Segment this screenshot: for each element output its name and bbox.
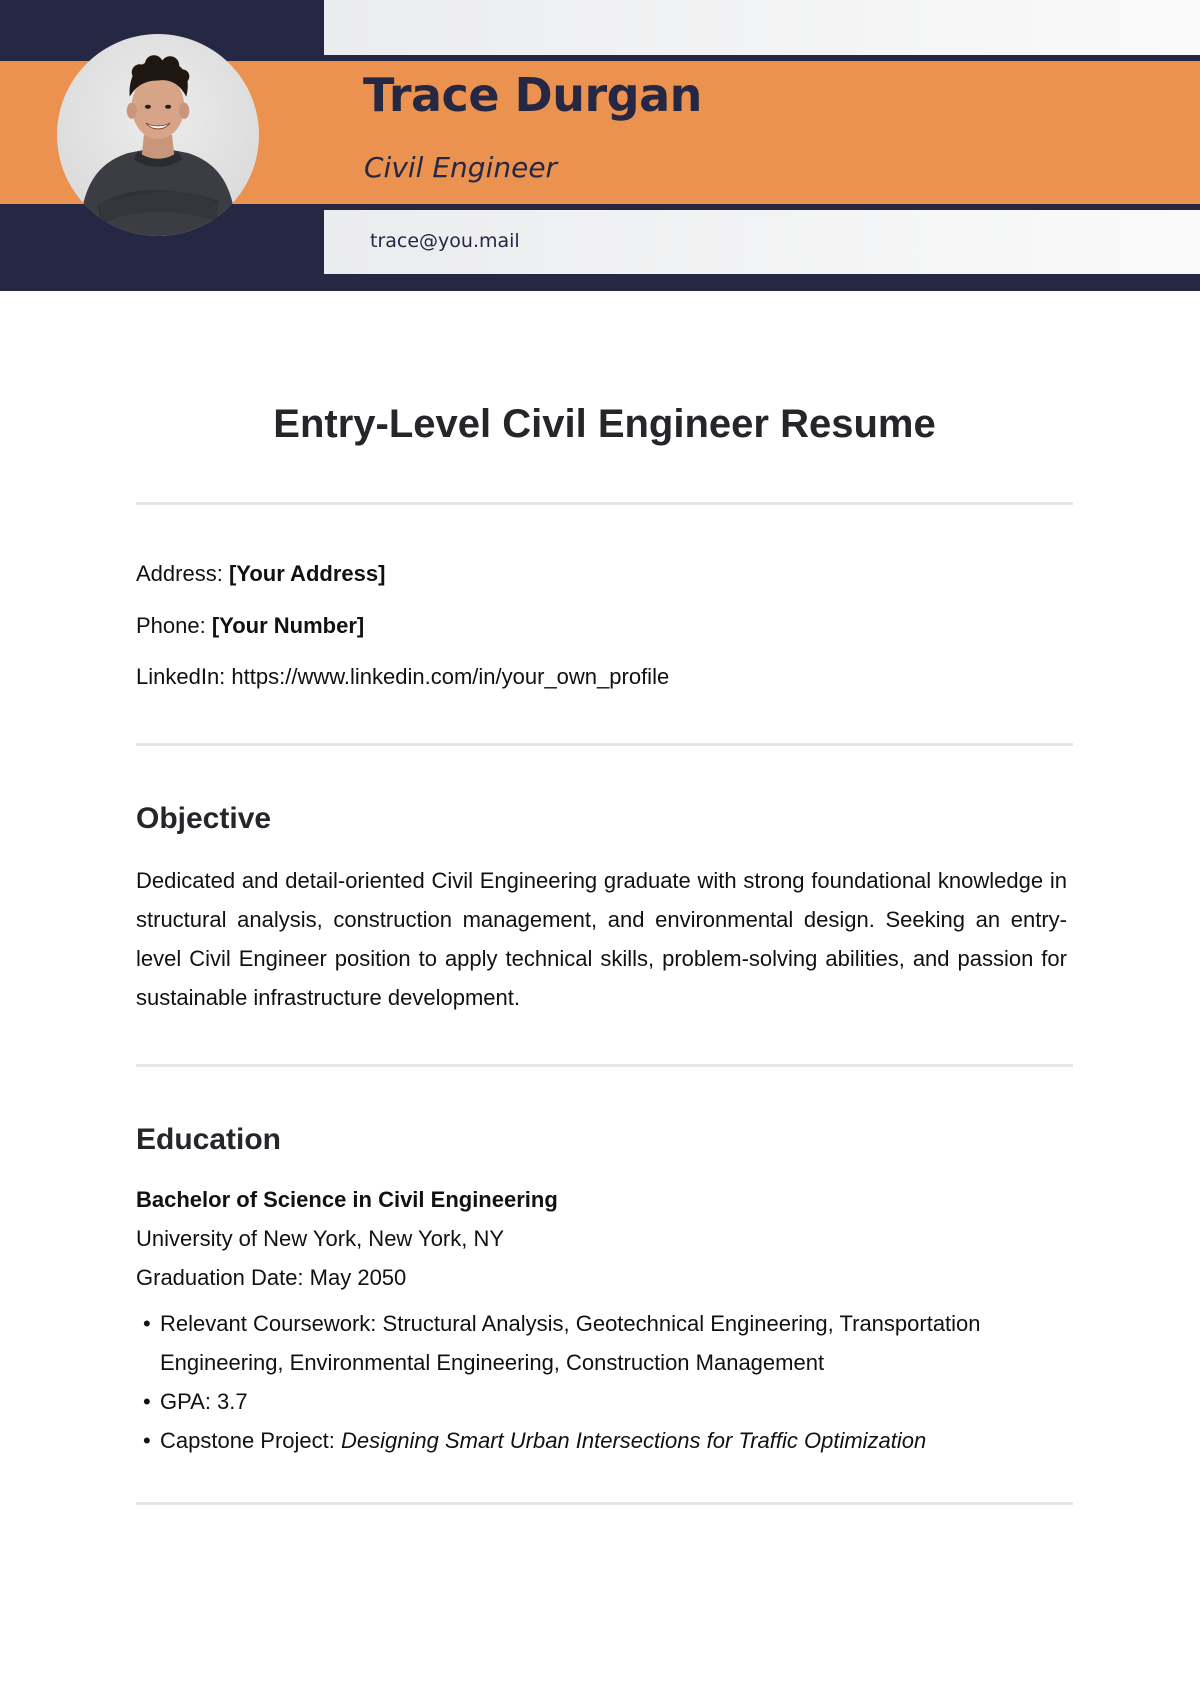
person-photo-icon [57,34,259,236]
coursework-text: Relevant Coursework: Structural Analysis, Geotechnical Engineering, Transportation Engineering, Environmental Engineering, Construction Management [160,1311,981,1375]
phone-value: [Your Number] [211,613,365,638]
education-school: University of New York, New York, NY [136,1226,505,1251]
education-degree: Bachelor of Science in Civil Engineering [136,1187,558,1212]
list-item [136,1382,1073,1421]
address-label: Address: [136,561,223,586]
list-item [136,1304,1073,1382]
address-line [136,563,385,585]
candidate-role: Civil Engineer [364,151,558,184]
header-top-strip [324,0,1200,55]
education-bullets [136,1304,1073,1460]
objective-text: Dedicated and detail-oriented Civil Engineering graduate with strong foundational knowledge in structural analysis, construction management, and environmental design. Seeking an entry-level Civil Engineer position to apply technical skills, problem-solving abilities, and passion for sustainable infrastructure development. [136,868,1067,1010]
linkedin-label: LinkedIn: [136,664,226,689]
objective-heading: Objective [136,802,272,835]
divider [136,743,1073,746]
avatar [57,34,259,236]
divider [136,1502,1073,1505]
phone-label: Phone: [136,613,206,638]
education-heading: Education [136,1123,282,1156]
linkedin-link[interactable]: https://www.linkedin.com/in/your_own_profile [231,664,670,689]
education-graduation: Graduation Date: May 2050 [136,1265,407,1290]
address-value: [Your Address] [228,561,386,586]
capstone-title: Designing Smart Urban Intersections for Traffic Optimization [341,1428,927,1453]
list-item [136,1421,1073,1460]
header-band [0,0,1200,291]
capstone-label: Capstone Project: [160,1428,335,1453]
candidate-email[interactable]: trace@you.mail [370,230,520,252]
document-title: Entry-Level Civil Engineer Resume [273,402,936,446]
divider [136,1064,1073,1067]
linkedin-line [136,666,669,688]
phone-line [136,615,364,637]
gpa-text: GPA: 3.7 [160,1389,248,1414]
divider [136,502,1073,505]
candidate-name: Trace Durgan [363,68,702,122]
